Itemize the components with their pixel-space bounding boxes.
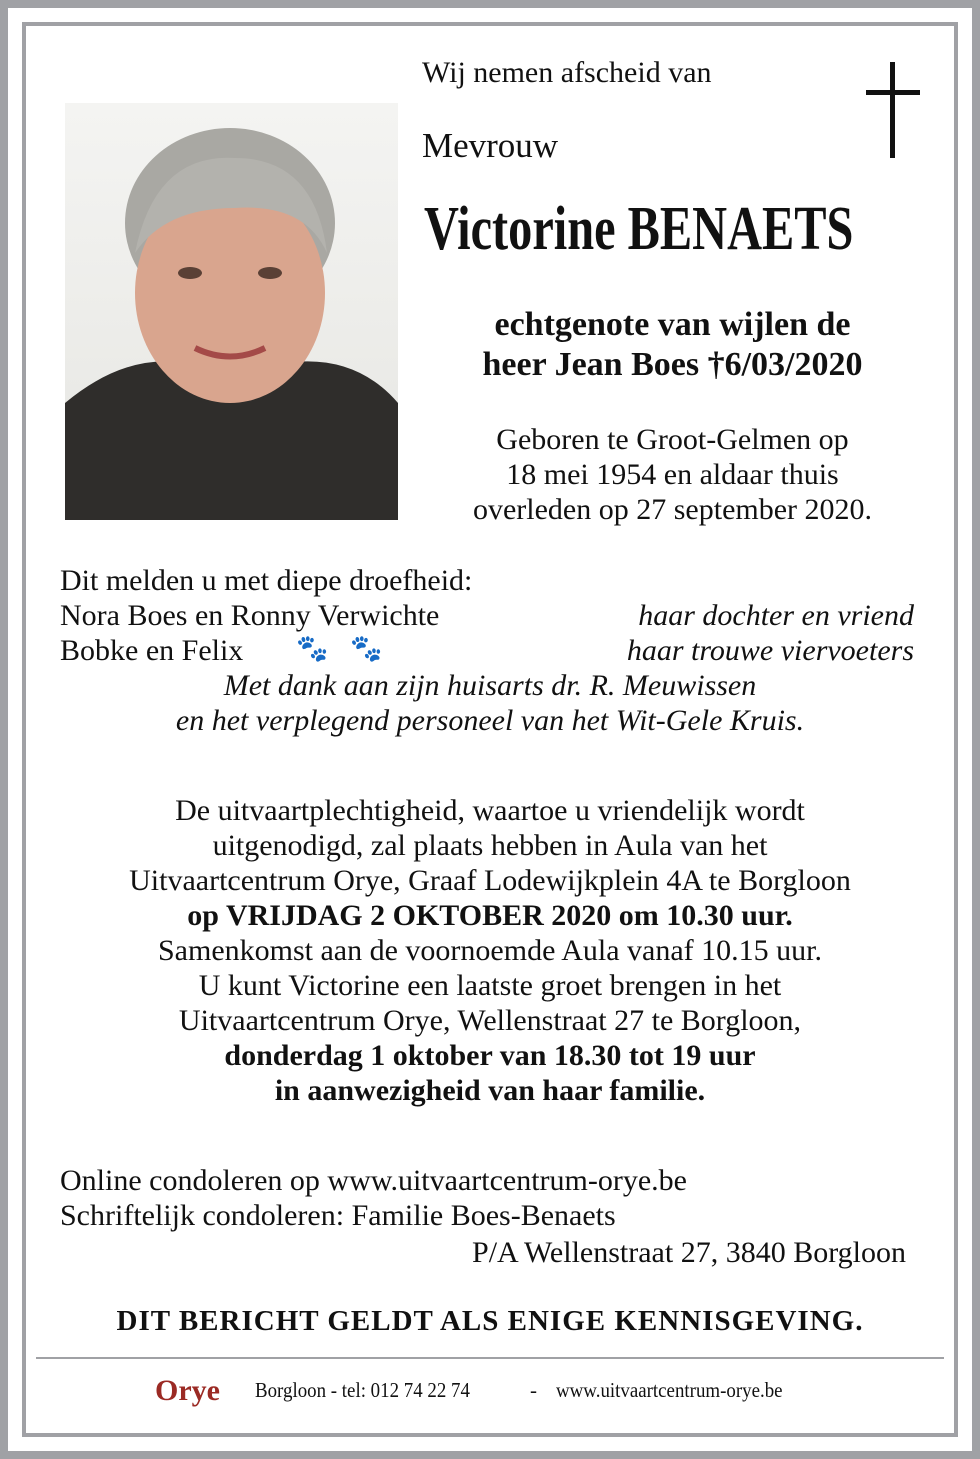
spouse-line: heer Jean Boes †6/03/2020	[482, 346, 863, 383]
divider	[36, 1357, 944, 1359]
ceremony-date: op VRIJDAG 2 OKTOBER 2020 om 10.30 uur.	[187, 899, 793, 932]
footer-separator: -	[530, 1378, 537, 1402]
portrait-photo	[65, 103, 398, 520]
ceremony-line: Uitvaartcentrum Orye, Wellenstraat 27 te Borgloon,	[178, 1004, 802, 1037]
ceremony-line: U kunt Victorine een laatste groet brengen in het	[198, 969, 782, 1002]
birth-line: overleden op 27 september 2020.	[472, 493, 873, 526]
thanks-line: Met dank aan zijn huisarts dr. R. Meuwissen	[223, 669, 757, 702]
mourner-relation: haar dochter en vriend	[638, 599, 914, 632]
mourner-relation: haar trouwe viervoeters	[626, 634, 914, 667]
intro-text: Wij nemen afscheid van	[422, 56, 712, 89]
title-text: Mevrouw	[422, 126, 559, 165]
spouse-line: echtgenote van wijlen de	[494, 306, 851, 343]
paw-icon: 🐾	[350, 634, 383, 663]
ceremony-line: Uitvaartcentrum Orye, Graaf Lodewijkplein 4A te Borgloon	[129, 864, 851, 897]
deceased-name: Victorine BENAETS	[424, 195, 854, 263]
birth-line: Geboren te Groot-Gelmen op	[496, 423, 849, 456]
ceremony-line: De uitvaartplechtigheid, waartoe u vriendelijk wordt	[175, 794, 805, 827]
orye-logo: Orye	[155, 1374, 220, 1407]
thanks-line: en het verplegend personeel van het Wit-Gele Kruis.	[175, 704, 805, 737]
mourners-intro: Dit melden u met diepe droefheid:	[60, 564, 473, 597]
mourner-name: Nora Boes en Ronny Verwichte	[60, 599, 440, 632]
visitation-line: in aanwezigheid van haar familie.	[274, 1074, 706, 1107]
paw-icon: 🐾	[296, 634, 329, 663]
condolence-address: P/A Wellenstraat 27, 3840 Borgloon	[472, 1236, 906, 1269]
notice-text: DIT BERICHT GELDT ALS ENIGE KENNISGEVING.	[116, 1305, 864, 1337]
visitation-date: donderdag 1 oktober van 18.30 tot 19 uur	[224, 1039, 756, 1072]
footer-contact: Borgloon - tel: 012 74 22 74	[255, 1378, 470, 1402]
ceremony-line: uitgenodigd, zal plaats hebben in Aula van het	[212, 829, 768, 862]
mourner-name: Bobke en Felix	[60, 634, 244, 667]
birth-line: 18 mei 1954 en aldaar thuis	[506, 458, 839, 491]
written-condolence: Schriftelijk condoleren: Familie Boes-Benaets	[60, 1199, 616, 1232]
footer-website[interactable]: www.uitvaartcentrum-orye.be	[556, 1378, 783, 1402]
online-condolence: Online condoleren op www.uitvaartcentrum-orye.be	[60, 1164, 687, 1197]
ceremony-line: Samenkomst aan de voornoemde Aula vanaf 10.15 uur.	[157, 934, 822, 967]
